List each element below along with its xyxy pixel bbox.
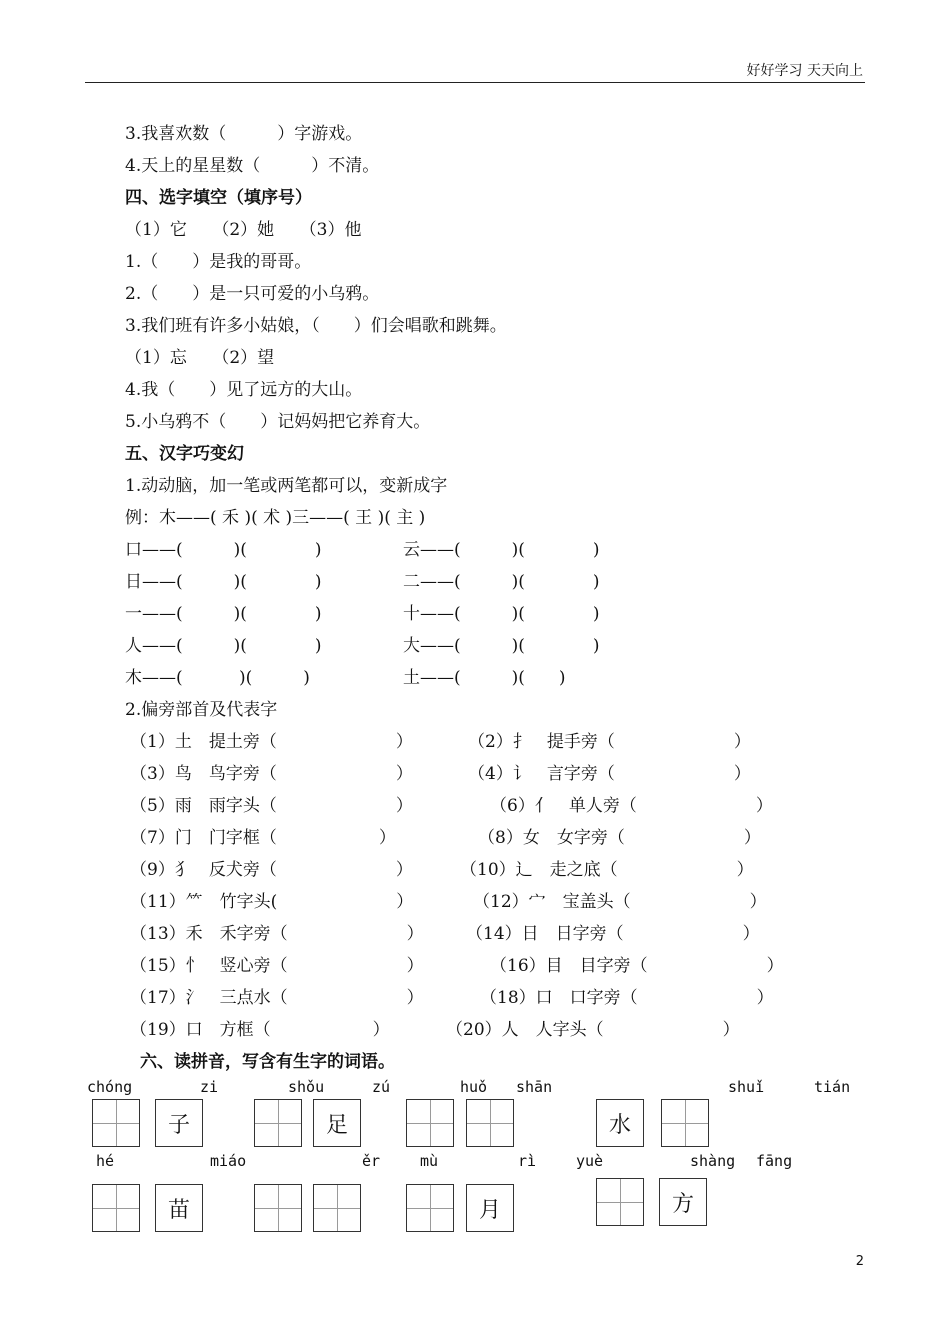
pinyin-label: shān [516, 1078, 553, 1096]
options-line: （1）忘 （2）望 [125, 348, 275, 368]
pinyin-label: hé [96, 1152, 115, 1170]
page-number: 2 [855, 1254, 864, 1269]
radical-item: （9）犭 反犬旁（ ） [130, 860, 413, 880]
pinyin-label: zú [372, 1078, 391, 1096]
radical-item: （8）女 女字旁（ ） [478, 828, 761, 848]
radical-item: （18）口 口字旁（ ） [480, 988, 774, 1008]
radical-item: （2）扌 提手旁（ ） [468, 732, 751, 752]
pinyin-label: rì [518, 1152, 537, 1170]
example-line: 例：木——( 禾 )( 术 )三——( 王 )( 主 ) [125, 508, 426, 528]
text-line: 3.我们班有许多小姑娘，（ ）们会唱歌和跳舞。 [125, 316, 507, 336]
text-line: 2.（ ）是一只可爱的小乌鸦。 [125, 284, 380, 304]
radical-item: （4）讠 言字旁（ ） [468, 764, 751, 784]
radical-item: （20）人 人字头（ ） [446, 1020, 740, 1040]
radical-item: （12）宀 宝盖头（ ） [473, 892, 767, 912]
pinyin-label: chóng [87, 1078, 133, 1096]
writing-box[interactable] [254, 1099, 302, 1147]
transform-item: 日——( )( ) [125, 572, 322, 592]
radical-item: （3）鸟 鸟字旁（ ） [130, 764, 413, 784]
box-char: 子 [156, 1100, 202, 1146]
box-char: 苗 [156, 1185, 202, 1231]
text-line: 4.天上的星星数（ ）不清。 [125, 156, 380, 176]
box-char: 月 [467, 1185, 513, 1231]
pinyin-label: fāng [756, 1152, 793, 1170]
writing-box[interactable] [661, 1099, 709, 1147]
pinyin-label: mù [420, 1152, 439, 1170]
radical-subtitle: 2.偏旁部首及代表字 [125, 700, 278, 720]
transform-item: 口——( )( ) [125, 540, 322, 560]
writing-box[interactable] [466, 1184, 514, 1232]
section-heading-6: 六、读拼音，写含有生字的词语。 [140, 1052, 395, 1072]
writing-box[interactable] [92, 1184, 140, 1232]
radical-item: （1）土 提土旁（ ） [130, 732, 413, 752]
writing-box[interactable] [406, 1099, 454, 1147]
text-line: 1.动动脑，加一笔或两笔都可以，变新成字 [125, 476, 448, 496]
writing-box[interactable] [92, 1099, 140, 1147]
pinyin-label: shǒu [288, 1078, 325, 1096]
pinyin-label: ěr [362, 1152, 381, 1170]
pinyin-label: tián [814, 1078, 851, 1096]
transform-item: 十——( )( ) [403, 604, 600, 624]
text-line: 1.（ ）是我的哥哥。 [125, 252, 312, 272]
pinyin-label: huǒ [460, 1078, 488, 1096]
radical-item: （6）亻 单人旁（ ） [490, 796, 773, 816]
writing-box[interactable] [254, 1184, 302, 1232]
transform-item: 土——( )( ) [403, 668, 566, 688]
page-header [85, 58, 865, 83]
writing-box[interactable] [155, 1184, 203, 1232]
radical-item: （16）目 目字旁（ ） [490, 956, 784, 976]
section-heading-4: 四、选字填空（填序号） [125, 188, 312, 208]
radical-item: （13）禾 禾字旁（ ） [130, 924, 424, 944]
radical-item: （10）辶 走之底（ ） [460, 860, 754, 880]
radical-item: （17）氵 三点水（ ） [130, 988, 424, 1008]
box-char: 水 [597, 1100, 643, 1146]
radical-item: （7）门 门字框（ ） [130, 828, 396, 848]
radical-item: （19）口 方框（ ） [130, 1020, 390, 1040]
transform-item: 二——( )( ) [403, 572, 600, 592]
radical-item: （14）日 日字旁（ ） [466, 924, 760, 944]
pinyin-label: miáo [210, 1152, 247, 1170]
pinyin-label: shuǐ [728, 1078, 765, 1096]
box-char: 足 [314, 1100, 360, 1146]
options-line: （1）它 （2）她 （3）他 [125, 220, 362, 240]
writing-box[interactable] [596, 1099, 644, 1147]
pinyin-label: shàng [690, 1152, 736, 1170]
transform-item: 人——( )( ) [125, 636, 322, 656]
radical-item: （11）⺮ 竹字头( ） [130, 892, 414, 912]
radical-item: （15）忄 竖心旁（ ） [130, 956, 424, 976]
writing-box[interactable] [466, 1099, 514, 1147]
text-line: 5.小乌鸦不（ ）记妈妈把它养育大。 [125, 412, 431, 432]
radical-item: （5）雨 雨字头（ ） [130, 796, 413, 816]
text-line: 4.我（ ）见了远方的大山。 [125, 380, 363, 400]
writing-box[interactable] [406, 1184, 454, 1232]
pinyin-label: yuè [576, 1152, 604, 1170]
transform-item: 云——( )( ) [403, 540, 600, 560]
section-heading-5: 五、汉字巧变幻 [125, 444, 244, 464]
writing-box[interactable] [659, 1178, 707, 1226]
box-char: 方 [660, 1179, 706, 1225]
header-slogan: 好好学习 天天向上 [746, 63, 863, 79]
writing-box[interactable] [313, 1099, 361, 1147]
text-line: 3.我喜欢数（ ）字游戏。 [125, 124, 363, 144]
writing-box[interactable] [313, 1184, 361, 1232]
writing-box[interactable] [155, 1099, 203, 1147]
transform-item: 大——( )( ) [403, 636, 600, 656]
transform-item: 一——( )( ) [125, 604, 322, 624]
pinyin-label: zi [200, 1078, 219, 1096]
transform-item: 木——( )( ) [125, 668, 310, 688]
writing-box[interactable] [596, 1178, 644, 1226]
